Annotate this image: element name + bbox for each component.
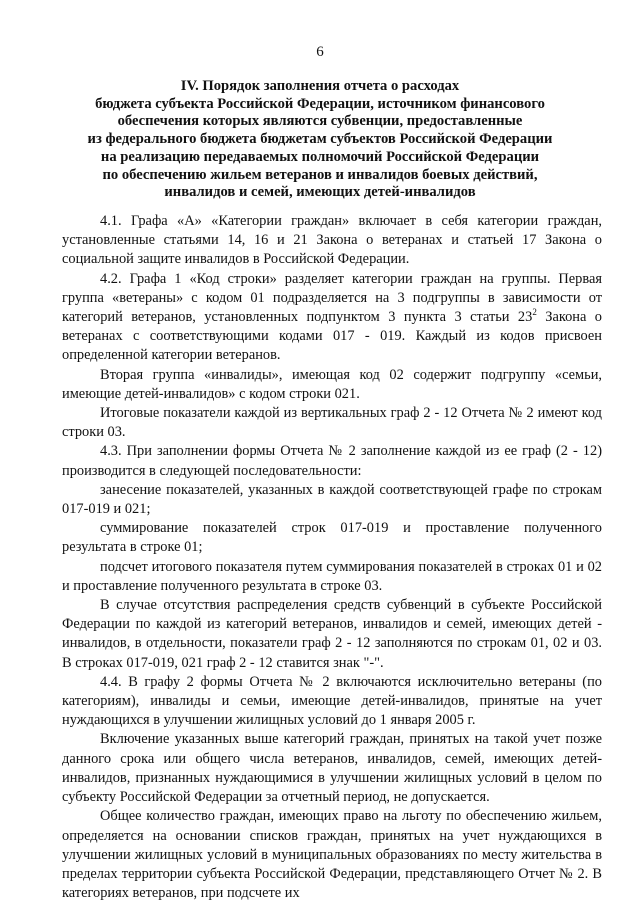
heading-line: инвалидов и семей, имеющих детей-инвалидов [164, 184, 476, 201]
paragraph-4-1: 4.1. Графа «А» «Категории граждан» включает в себя категории граждан, установленные статьями 14, 16 и 21 Закона о ветеранах и статьей 17 Закона о социальной защите инвалидов в Российской Федерации. [62, 213, 602, 268]
section-heading [30, 78, 610, 202]
paragraph-total-count: Общее количество граждан, имеющих право на льготу по обеспечению жильем, определяется на основании списков граждан, принятых на учет нуждающихся в улучшении жилищных условий в муниципальных образованиях по месту жительства в пределах территории субъекта Российской Федерации, представляющего Отчет № 2. В категориях ветеранов, при подсчете их [62, 808, 602, 902]
paragraph-4-4: 4.4. В графу 2 формы Отчета № 2 включаются исключительно ветераны (по категориям), инвалиды и семьи, имеющие детей-инвалидов, принятые на учет нуждающихся в улучшении жилищных условий до 1 января 2005 г. [62, 673, 602, 729]
document-body [62, 212, 602, 903]
heading-line: IV. Порядок заполнения отчета о расходах [180, 78, 460, 94]
paragraph-no-distribution: В случае отсутствия распределения средств субвенций в субъекте Российской Федерации по каждой из категорий ветеранов, инвалидов и семей, имеющих детей - инвалидов, в отдельности, показатели граф 2 - 12 заполняются по строкам 01, 02 и 03. В строках 017-019, 021 граф 2 - 12 ставится знак "-". [62, 597, 602, 671]
paragraph-step-sum: суммирование показателей строк 017-019 и проставление полученного результата в строке 01; [62, 520, 602, 556]
paragraph-inclusion: Включение указанных выше категорий граждан, принятых на такой учет позже данного срока или общего числа ветеранов, инвалидов, семей, имеющих детей-инвалидов, признанных нуждающимися в улучшении жилищных условий в целом по субъекту Российской Федерации за отчетный период, не допускается. [62, 731, 602, 806]
heading-line: по обеспечению жильем ветеранов и инвалидов боевых действий, [102, 166, 538, 183]
paragraph-step-total: подсчет итогового показателя путем суммирования показателей в строках 01 и 02 и проставление полученного результата в строке 03. [62, 558, 602, 594]
paragraph-4-2-text-end: Закона о ветеранах с соответствующими кодами 017 - 019. Каждый из кодов присвоен определенной категории ветеранов. [62, 309, 602, 364]
paragraph-totals: Итоговые показатели каждой из вертикальных граф 2 - 12 Отчета № 2 имеют код строки 03. [62, 405, 602, 441]
heading-line: на реализацию передаваемых полномочий Российской Федерации [100, 148, 540, 165]
paragraph-step-entry: занесение показателей, указанных в каждой соответствующей графе по строкам 017-019 и 021; [62, 481, 602, 518]
superscript: 2 [532, 307, 537, 318]
paragraph-4-3: 4.3. При заполнении формы Отчета № 2 заполнение каждой из ее граф (2 - 12) производится в следующей последовательности: [62, 443, 602, 479]
heading-line: обеспечения которых являются субвенции, предоставленные [117, 113, 523, 130]
heading-line: бюджета субъекта Российской Федерации, источником финансового [95, 95, 545, 112]
paragraph-4-2 [62, 270, 602, 366]
heading-line: из федерального бюджета бюджетам субъектов Российской Федерации [87, 131, 553, 148]
page-number: 6 [316, 44, 324, 60]
paragraph-second-group: Вторая группа «инвалиды», имеющая код 02 содержит подгруппу «семьи, имеющие детей-инвалидов» с кодом строки 021. [62, 366, 602, 402]
paragraph-4-2-text: 4.2. Графа 1 «Код строки» разделяет категории граждан на группы. Первая группа «ветераны» с кодом 01 подразделяется на 3 подгруппы в зависимости от категорий ветеранов, установленных подпунктом 3 пункта 3 статьи 23 [62, 270, 602, 326]
